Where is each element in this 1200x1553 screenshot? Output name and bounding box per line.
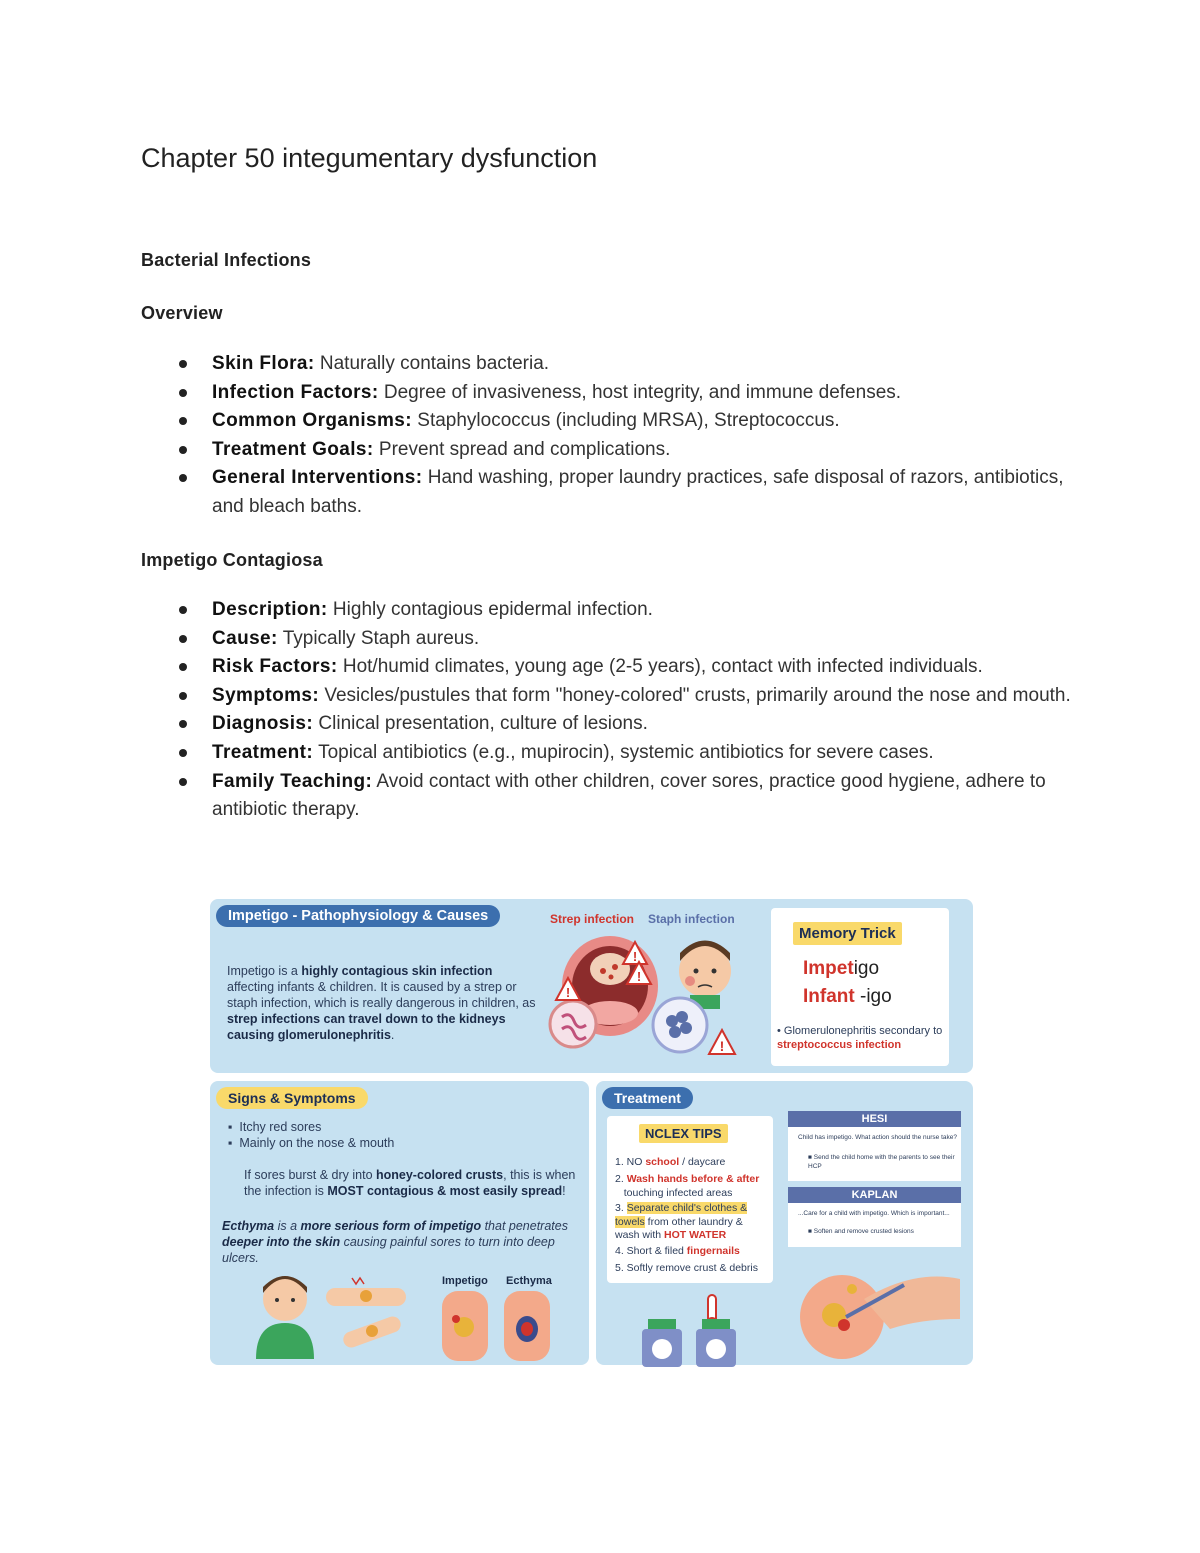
impetigo-item-label: Family Teaching: bbox=[212, 770, 373, 792]
treatment-panel bbox=[596, 1081, 973, 1365]
kaplan-header: KAPLAN bbox=[788, 1187, 961, 1203]
impetigo-item-text: Clinical presentation, culture of lesions. bbox=[313, 713, 648, 735]
signs-bullet: ▪ Mainly on the nose & mouth bbox=[228, 1136, 395, 1150]
memory-line-infant: Infant -igo bbox=[803, 986, 892, 1007]
impetigo-item bbox=[141, 739, 1071, 768]
nclex-tips-title: NCLEX TIPS bbox=[639, 1124, 728, 1143]
impetigo-infographic bbox=[208, 897, 975, 1375]
impetigo-item bbox=[141, 596, 1071, 625]
overview-item bbox=[141, 379, 1071, 408]
page-title: Chapter 50 integumentary dysfunction bbox=[141, 143, 598, 173]
nclex-tip: 4. Short & filed fingernails bbox=[615, 1245, 740, 1257]
memory-trick-title: Memory Trick bbox=[793, 922, 902, 945]
signs-bullet: ▪ Itchy red sores bbox=[228, 1120, 322, 1134]
impetigo-item-label: Risk Factors: bbox=[212, 656, 338, 678]
impetigo-list bbox=[141, 596, 1071, 825]
impetigo-lesion-image bbox=[442, 1291, 488, 1361]
staph-bacteria-magnifier bbox=[650, 995, 710, 1055]
overview-item-text: Degree of invasiveness, host integrity, and immune defenses. bbox=[378, 381, 902, 403]
kaplan-answer: ■ Soften and remove crusted lesions bbox=[808, 1228, 914, 1235]
strep-infection-label: Strep infection bbox=[550, 912, 635, 926]
hesi-answer: ■ Send the child home with the parents to see their HCP bbox=[808, 1154, 955, 1170]
svg-text:!: ! bbox=[565, 985, 571, 1000]
nclex-tip: 3. Separate child's clothes & towels from other laundry & wash with HOT WATER bbox=[615, 1202, 748, 1241]
overview-item-label: Common Organisms: bbox=[212, 410, 412, 432]
impetigo-item-label: Symptoms: bbox=[212, 684, 320, 706]
signs-symptoms-title: Signs & Symptoms bbox=[216, 1087, 368, 1109]
warning-icon bbox=[708, 1029, 736, 1055]
treatment-title: Treatment bbox=[602, 1087, 693, 1109]
pathophysiology-title: Impetigo - Pathophysiology & Causes bbox=[216, 905, 500, 927]
warning-icon bbox=[626, 961, 652, 985]
overview-item bbox=[141, 436, 1071, 465]
warning-icon bbox=[555, 977, 581, 1001]
overview-item-label: Infection Factors: bbox=[212, 381, 379, 403]
impetigo-item-label: Cause: bbox=[212, 627, 278, 649]
ecthyma-lesion-image bbox=[504, 1291, 550, 1361]
signs-symptoms-panel bbox=[210, 1081, 589, 1365]
impetigo-item-text: Avoid contact with other children, cover sores, practice good hygiene, adhere to antibiotic therapy. bbox=[212, 770, 1046, 821]
impetigo-item-text: Hot/humid climates, young age (2-5 years), contact with infected individuals. bbox=[337, 656, 983, 678]
nclex-tip: 1. NO school / daycare bbox=[615, 1156, 726, 1168]
overview-item bbox=[141, 464, 1071, 521]
nclex-tip: 2. Wash hands before & after touching infected areas bbox=[615, 1173, 760, 1199]
impetigo-item bbox=[141, 653, 1071, 682]
impetigo-item bbox=[141, 682, 1071, 711]
hesi-question: Child has impetigo. What action should the nurse take? bbox=[798, 1134, 957, 1141]
crust-removal-illustration bbox=[794, 1259, 964, 1359]
overview-item-label: Treatment Goals: bbox=[212, 438, 374, 460]
hesi-header: HESI bbox=[788, 1111, 961, 1127]
section-heading-overview: Overview bbox=[141, 303, 223, 323]
svg-text:!: ! bbox=[719, 1038, 725, 1054]
impetigo-item-label: Treatment: bbox=[212, 741, 314, 763]
child-scratching-illustration bbox=[250, 1269, 320, 1359]
ecthyma-image-label: Ecthyma bbox=[506, 1275, 552, 1287]
svg-text:!: ! bbox=[636, 969, 642, 984]
memory-trick-card bbox=[771, 908, 949, 1066]
overview-item-text: Naturally contains bacteria. bbox=[314, 353, 550, 374]
impetigo-item-text: Topical antibiotics (e.g., mupirocin), systemic antibiotics for severe cases. bbox=[313, 741, 934, 763]
kaplan-question: ...Care for a child with impetigo. Which is important... bbox=[798, 1210, 950, 1217]
ecthyma-text: Ecthyma is a more serious form of impetigo that penetrates deeper into the skin causing painful sores to turn into deep ulcers. bbox=[222, 1219, 568, 1265]
hot-water-laundry-illustration bbox=[638, 1289, 748, 1389]
impetigo-item bbox=[141, 768, 1071, 825]
kaplan-card bbox=[788, 1203, 961, 1247]
memory-trick-note: • Glomerulonephritis secondary to streptococcus infection bbox=[777, 1025, 943, 1051]
overview-item-text: Hand washing, proper laundry practices, safe disposal of razors, antibiotics, and bleach baths. bbox=[212, 467, 1064, 517]
overview-item-label: Skin Flora: bbox=[212, 353, 315, 374]
section-heading-bacterial-infections: Bacterial Infections bbox=[141, 250, 312, 270]
section-heading-impetigo: Impetigo Contagiosa bbox=[141, 550, 323, 570]
overview-item-label: General Interventions: bbox=[212, 467, 423, 489]
overview-item-text: Prevent spread and complications. bbox=[373, 438, 671, 460]
nclex-tips-card bbox=[607, 1116, 773, 1283]
staph-infection-label: Staph infection bbox=[648, 912, 735, 926]
nclex-tip: 5. Softly remove crust & debris bbox=[615, 1262, 758, 1274]
impetigo-item bbox=[141, 625, 1071, 654]
pathophysiology-text: Impetigo is a highly contagious skin infection affecting infants & children. It is caused by a strep or staph infection, which is really dangerous in children, as strep infections can travel down to the kidneys causing glomerulonephritis. bbox=[227, 964, 536, 1042]
overview-list bbox=[141, 350, 1071, 522]
impetigo-item-text: Vesicles/pustules that form "honey-colored" crusts, primarily around the nose and mouth. bbox=[319, 684, 1071, 706]
hesi-card bbox=[788, 1127, 961, 1181]
overview-item bbox=[141, 407, 1071, 436]
overview-item-text: Staphylococcus (including MRSA), Streptococcus. bbox=[412, 410, 840, 432]
impetigo-item-label: Diagnosis: bbox=[212, 713, 314, 735]
overview-item bbox=[141, 350, 1071, 379]
impetigo-image-label: Impetigo bbox=[442, 1275, 488, 1287]
impetigo-item bbox=[141, 710, 1071, 739]
memory-line-impetigo: Impetigo bbox=[803, 958, 880, 979]
impetigo-item-text: Highly contagious epidermal infection. bbox=[327, 599, 653, 620]
honey-crust-text: If sores burst & dry into honey-colored crusts, this is when the infection is MOST contagious & most easily spread! bbox=[244, 1168, 576, 1198]
strep-bacteria-magnifier bbox=[548, 999, 598, 1049]
svg-text:!: ! bbox=[632, 949, 638, 964]
impetigo-item-label: Description: bbox=[212, 599, 328, 620]
pathophysiology-panel bbox=[210, 899, 973, 1073]
itchy-hands-illustration bbox=[322, 1276, 412, 1356]
impetigo-item-text: Typically Staph aureus. bbox=[277, 627, 480, 649]
